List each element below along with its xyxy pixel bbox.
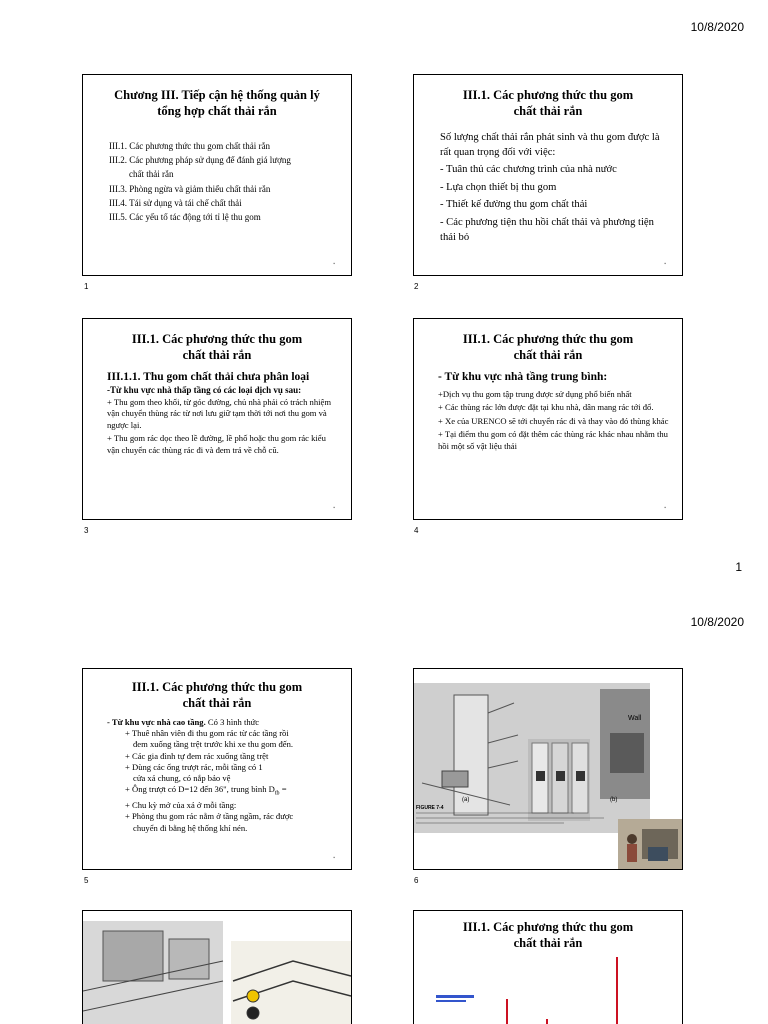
- slide-corner-mark: ▪: [333, 262, 335, 267]
- list-item: III.1. Các phương thức thu gom chất thải rắn: [109, 141, 270, 151]
- slide-corner-mark: ▪: [333, 856, 335, 861]
- slide-title: III.1. Các phương thức thu gom chất thải rắn: [131, 680, 303, 710]
- collection-room-svg: [618, 819, 682, 869]
- list-item: +Dịch vụ thu gom tập trung được sử dụng phổ biến nhất: [438, 389, 632, 399]
- slide-title: III.1. Các phương thức thu gom chất thải rắn: [131, 332, 303, 362]
- list-item: + Thu gom rác dọc theo lề đường, lề phố hoặc thu gom rác kiểu vận chuyển các thùng rác đi và đem trả về chỗ cũ.: [107, 433, 326, 455]
- slide-5[interactable]: [82, 668, 352, 870]
- chute-diagram-svg: [414, 683, 650, 833]
- pneumatic-system-illustration: [83, 921, 351, 1024]
- slide-number: 6: [414, 876, 419, 885]
- list-item: + Các gia đình tự đem rác xuống tầng trệt: [125, 750, 269, 761]
- label-a: (a): [462, 797, 470, 803]
- list-item: + Phòng thu gom rác nằm ở tầng ngầm, rác được: [125, 811, 294, 822]
- list-item: III.5. Các yếu tố tác động tới tỉ lệ thu gom: [109, 212, 261, 223]
- slide-number: 1: [84, 282, 89, 291]
- bar-chart-svg: [414, 951, 682, 1024]
- chute-diagram-photo: [414, 683, 650, 833]
- slide-title: III.1. Các phương thức thu gom chất thải rắn: [462, 88, 634, 118]
- slide-body: [107, 397, 339, 456]
- label-wall: Wall: [628, 715, 642, 722]
- list-item: - Các phương tiện thu hồi chất thải và phương tiện thải bỏ: [440, 216, 654, 243]
- slide-corner-mark: ▪: [664, 262, 666, 267]
- list-item: + Thu gom theo khối, từ góc đường, chủ nhà phải có trách nhiệm vận chuyển thùng rác từ nơi lưu giữ tạm thời tới nơi thu gom và ngược lại.: [107, 397, 332, 430]
- list-item: III.4. Tái sử dụng và tái chế chất thải: [109, 197, 242, 208]
- page-date: 10/8/2020: [690, 615, 744, 629]
- list-item: cửa xả chung, có nắp bảo vệ: [133, 773, 231, 784]
- intro-text: Số lượng chất thải rắn phát sinh và thu gom được là rất quan trọng đối với việc:: [440, 132, 660, 158]
- section-heading: III.1.1. Thu gom chất thải chưa phân loại: [107, 371, 310, 383]
- figure-label: FIGURE 7-4: [416, 805, 444, 811]
- label-b: (b): [610, 797, 618, 803]
- slide-2[interactable]: [413, 74, 683, 276]
- slide-3[interactable]: [82, 318, 352, 520]
- slide-body: [438, 389, 670, 452]
- list-item: + Xe của URENCO sẽ tới chuyển rác đi và thay vào đó thùng khác: [438, 415, 669, 426]
- list-item: + Dùng các ống trượt rác, mỗi tầng có 1: [125, 761, 263, 772]
- list-item: III.3. Phòng ngừa và giảm thiểu chất thải rắn: [109, 183, 271, 194]
- slide-7[interactable]: [82, 910, 352, 1024]
- list-item: III.2. Các phương pháp sử dụng để đánh giá lượng: [109, 155, 291, 166]
- slide-number: 3: [84, 526, 89, 535]
- slide-8[interactable]: [413, 910, 683, 1024]
- list-item: - Thiết kế đường thu gom chất thải: [440, 199, 588, 211]
- slide-number: 4: [414, 526, 419, 535]
- list-item: - Lựa chọn thiết bị thu gom: [440, 181, 557, 193]
- collection-room-photo: [618, 819, 682, 869]
- slide-title: III.1. Các phương thức thu gom chất thải rắn: [462, 920, 634, 950]
- slide-number: 5: [84, 876, 89, 885]
- list-item: + Chu kỳ mở của xả ở mỗi tầng:: [125, 800, 237, 811]
- lead-text: - Từ khu vực nhà cao tầng. Có 3 hình thức: [107, 717, 260, 727]
- bar-chart-image: [414, 951, 682, 1024]
- section-subheading: -Từ khu vực nhà thấp tầng có các loại dịch vụ sau:: [107, 385, 302, 395]
- list-item: + Các thùng rác lớn được đặt tại khu nhà, dân mang rác tới đổ.: [438, 402, 654, 413]
- list-item: - Tuân thủ các chương trình của nhà nước: [440, 164, 617, 176]
- slide-body: [440, 131, 668, 245]
- list-item: đem xuống tầng trệt trước khi xe thu gom đến.: [133, 739, 294, 750]
- page-date: 10/8/2020: [690, 20, 744, 34]
- slide-corner-mark: ▪: [664, 506, 666, 511]
- list-item: + Tại điểm thu gom có đặt thêm các thùng rác khác nhau nhằm thu hồi một số vật liệu thải: [438, 429, 668, 451]
- slide-4[interactable]: [413, 318, 683, 520]
- slide-1[interactable]: [82, 74, 352, 276]
- toc-list: [109, 139, 351, 224]
- list-item: chuyển đi bằng hệ thống khí nén.: [133, 822, 248, 833]
- list-item: + Ông trượt có D=12 đến 36", trung bình $D_{tb}$ =: [125, 784, 287, 797]
- pneumatic-system-svg: [83, 921, 351, 1024]
- slide-corner-mark: ▪: [333, 506, 335, 511]
- slide-title: III.1. Các phương thức thu gom chất thải rắn: [462, 332, 634, 362]
- section-heading: - Từ khu vực nhà tầng trung bình:: [438, 371, 608, 383]
- slide-number: 2: [414, 282, 419, 291]
- slide-body: [107, 717, 339, 834]
- list-item: + Thuê nhân viên đi thu gom rác từ các tầng rồi: [125, 728, 289, 739]
- page-number: 1: [735, 560, 742, 574]
- slide-title: Chương III. Tiếp cận hệ thống quản lý tổng hợp chất thải rắn: [114, 88, 320, 118]
- slide-6[interactable]: [413, 668, 683, 870]
- list-item: chất thải rắn: [129, 169, 174, 180]
